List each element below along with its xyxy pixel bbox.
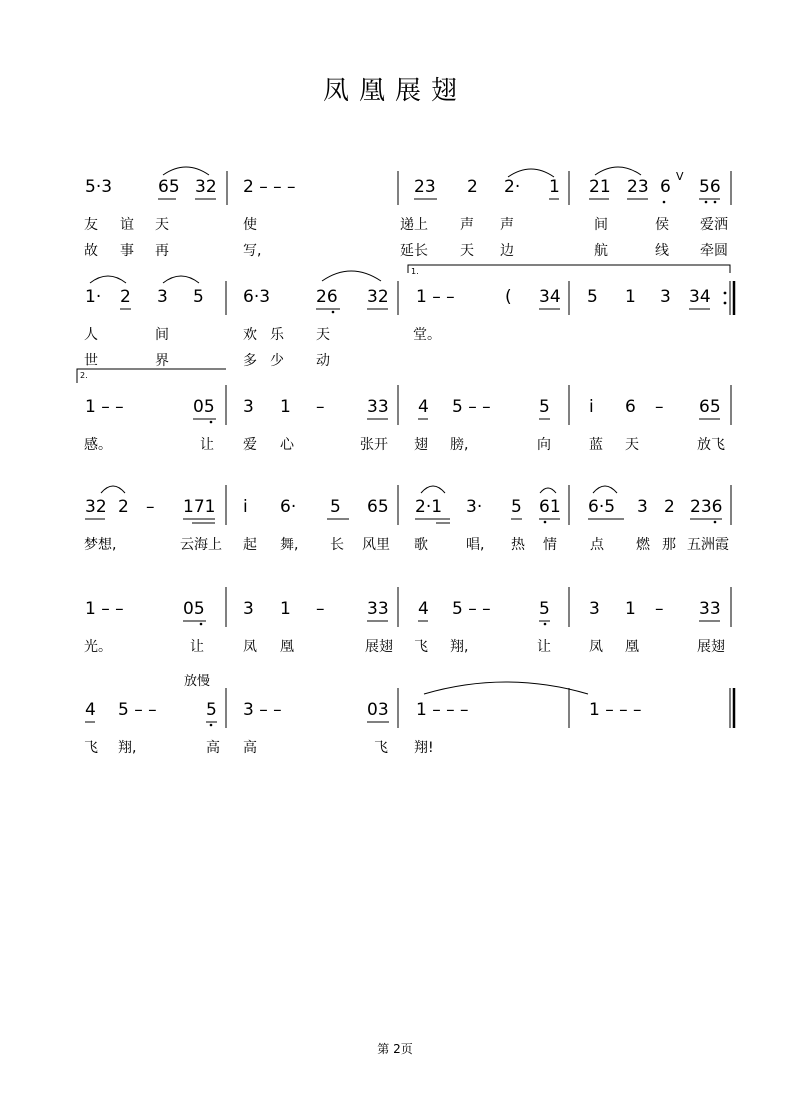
note: 5 [587, 287, 598, 307]
volta-2-label: 2. [80, 371, 88, 380]
lyric: 再 [155, 243, 169, 259]
lyric: 让 [190, 639, 204, 655]
note: 33 [367, 397, 389, 417]
lyric: 飞 [414, 639, 428, 655]
lyric: 使 [243, 217, 257, 233]
lyric: 凰 [625, 639, 639, 655]
note: 1 – – [416, 287, 455, 307]
lyric: 高 [243, 740, 257, 756]
note: 33 [699, 599, 721, 619]
lyric: 人 [84, 327, 98, 343]
lyric: 起 [243, 537, 257, 553]
lyric: 飞 [374, 740, 388, 756]
lyric: 事 [120, 243, 134, 259]
note: 26 [316, 287, 338, 307]
lyric: 光。 [84, 639, 112, 655]
note: 5·3 [85, 177, 113, 197]
note: 23 [627, 177, 649, 197]
note: 2 [118, 497, 129, 517]
note: 34 [689, 287, 711, 307]
note: 4 [418, 599, 429, 619]
lyric: 声 [460, 217, 474, 233]
lyric: 膀, [450, 437, 469, 453]
note: 1 [549, 177, 560, 197]
lyric: 舞, [280, 537, 299, 553]
note: 1 [625, 599, 636, 619]
music-line-1 [0, 165, 790, 205]
lyric: 爱洒 [700, 217, 728, 233]
note: – [655, 397, 664, 417]
music-line-4 [0, 485, 790, 525]
lyric: 侯 [655, 217, 669, 233]
note: 3 [660, 287, 671, 307]
note: 6 [660, 177, 671, 197]
lyric: 间 [155, 327, 169, 343]
slur-layer-2 [0, 275, 790, 315]
note: 33 [367, 599, 389, 619]
lyric: 情 [543, 537, 557, 553]
note: 2 – – – [243, 177, 296, 197]
note: – [655, 599, 664, 619]
note: 23 [414, 177, 436, 197]
note: 5 – – [452, 599, 491, 619]
page-number: 第 2页 [377, 1042, 413, 1056]
lyric: 点 [590, 537, 604, 553]
note: 3 [243, 397, 254, 417]
note: 56 [699, 177, 721, 197]
song-title: 凤凰展翅 [322, 76, 467, 106]
lyric: 爱 [243, 437, 257, 453]
lyric: 长 [330, 537, 344, 553]
note: 1 [625, 287, 636, 307]
lyric: 高 [206, 740, 220, 756]
lyric: 展翅 [697, 639, 725, 655]
note: 2 [467, 177, 478, 197]
note: 4 [85, 700, 96, 720]
lyric: 心 [280, 437, 294, 453]
note: 5 [539, 599, 550, 619]
system-4 [0, 485, 790, 575]
lyric: 蓝 [589, 437, 603, 453]
music-line-5 [0, 587, 790, 627]
note: 4 [418, 397, 429, 417]
lyric: 间 [594, 217, 608, 233]
lyric: 声 [500, 217, 514, 233]
lyric: 歌 [414, 537, 428, 553]
note: 171 [183, 497, 216, 517]
lyric: 翔, [450, 639, 469, 655]
system-2 [0, 267, 790, 369]
lyric: 递上 [400, 217, 428, 233]
lyric: 延长 [400, 243, 428, 259]
note: 32 [367, 287, 389, 307]
lyric: 凰 [280, 639, 294, 655]
note: 6 [625, 397, 636, 417]
note: 1 [280, 397, 291, 417]
note: 65 [367, 497, 389, 517]
lyric: 天 [316, 327, 330, 343]
note: 03 [367, 700, 389, 720]
note: 32 [85, 497, 107, 517]
note: i [589, 397, 594, 417]
note: 5 [206, 700, 217, 720]
lyric: 那 [662, 537, 676, 553]
note: 6·3 [243, 287, 271, 307]
lyric: 动 [316, 353, 330, 369]
volta-1-label: 1. [411, 267, 419, 276]
lyric: 天 [625, 437, 639, 453]
note: 21 [589, 177, 611, 197]
note: 3 – – [243, 700, 282, 720]
note: – [316, 599, 325, 619]
slur-layer-1 [0, 165, 790, 205]
note: 3 [157, 287, 168, 307]
note: 1 [280, 599, 291, 619]
note: 2· [504, 177, 521, 197]
lyric: 天 [460, 243, 474, 259]
music-line-3 [0, 371, 790, 425]
note: 236 [690, 497, 723, 517]
lyric: 天 [155, 217, 169, 233]
note: 3 [589, 599, 600, 619]
lyric: 让 [537, 639, 551, 655]
music-line-2 [0, 267, 790, 315]
lyric: 唱, [466, 537, 485, 553]
note: – [146, 497, 155, 517]
lyric: 边 [500, 243, 514, 259]
lyric: 展翅 [365, 639, 393, 655]
note: 6· [280, 497, 297, 517]
lyric: 梦想, [84, 537, 117, 553]
lyric: 凤 [243, 639, 257, 655]
lyric: 翅 [414, 437, 428, 453]
lyric: 世 [84, 353, 98, 369]
note: 34 [539, 287, 561, 307]
lyric: 放飞 [697, 437, 725, 453]
note: 2 [664, 497, 675, 517]
lyric: 航 [594, 243, 608, 259]
tempo-mark: 放慢 [184, 674, 211, 689]
lyric: 让 [200, 437, 214, 453]
note: ( [505, 287, 512, 307]
lyric: 向 [537, 437, 551, 453]
note: 3· [466, 497, 483, 517]
note: 05 [193, 397, 215, 417]
lyric: 翔! [414, 740, 434, 756]
lyric: 感。 [84, 437, 112, 453]
note: 3 [637, 497, 648, 517]
note: – [316, 397, 325, 417]
note: 2 [120, 287, 131, 307]
lyric: 线 [655, 243, 669, 259]
system-1 [0, 165, 790, 259]
note: 5 [193, 287, 204, 307]
lyric: 写, [243, 243, 262, 259]
note: 1 – – [85, 397, 124, 417]
lyric: 凤 [589, 639, 603, 655]
note: 2·1 [415, 497, 443, 517]
lyric: 少 [270, 353, 284, 369]
note: 5 [539, 397, 550, 417]
note: 3 [243, 599, 254, 619]
note: 5 [330, 497, 341, 517]
note: 05 [183, 599, 205, 619]
note: 1 – – – [589, 700, 642, 720]
note: 5 – – [118, 700, 157, 720]
note: 1· [85, 287, 102, 307]
note: 32 [195, 177, 217, 197]
note: 6·5 [588, 497, 616, 517]
lyric: 多 [243, 353, 257, 369]
breath-mark: V [676, 170, 684, 183]
lyric: 友 [84, 217, 98, 233]
lyric: 堂。 [413, 327, 441, 343]
lyric: 欢 [243, 327, 257, 343]
lyric: 风里 [362, 537, 390, 553]
lyric: 故 [84, 243, 98, 259]
lyric: 燃 [636, 537, 650, 553]
lyric: 云海上 [180, 537, 222, 553]
note: 61 [539, 497, 561, 517]
note: 1 – – [85, 599, 124, 619]
system-6 [0, 674, 790, 778]
note: 5 – – [452, 397, 491, 417]
lyric: 热 [511, 537, 525, 553]
note: 1 – – – [416, 700, 469, 720]
system-5 [0, 587, 790, 677]
lyric: 谊 [120, 217, 134, 233]
note: 65 [699, 397, 721, 417]
lyric: 五洲霞 [687, 537, 729, 553]
lyric: 乐 [270, 327, 284, 343]
music-line-6 [0, 688, 790, 728]
lyric: 界 [155, 353, 169, 369]
lyric: 飞 [84, 740, 98, 756]
lyric: 张开 [360, 437, 388, 453]
note: i [243, 497, 248, 517]
note: 5 [511, 497, 522, 517]
system-3 [0, 371, 790, 475]
note: 65 [158, 177, 180, 197]
lyric: 翔, [118, 740, 137, 756]
lyric: 牵圆 [700, 243, 728, 259]
